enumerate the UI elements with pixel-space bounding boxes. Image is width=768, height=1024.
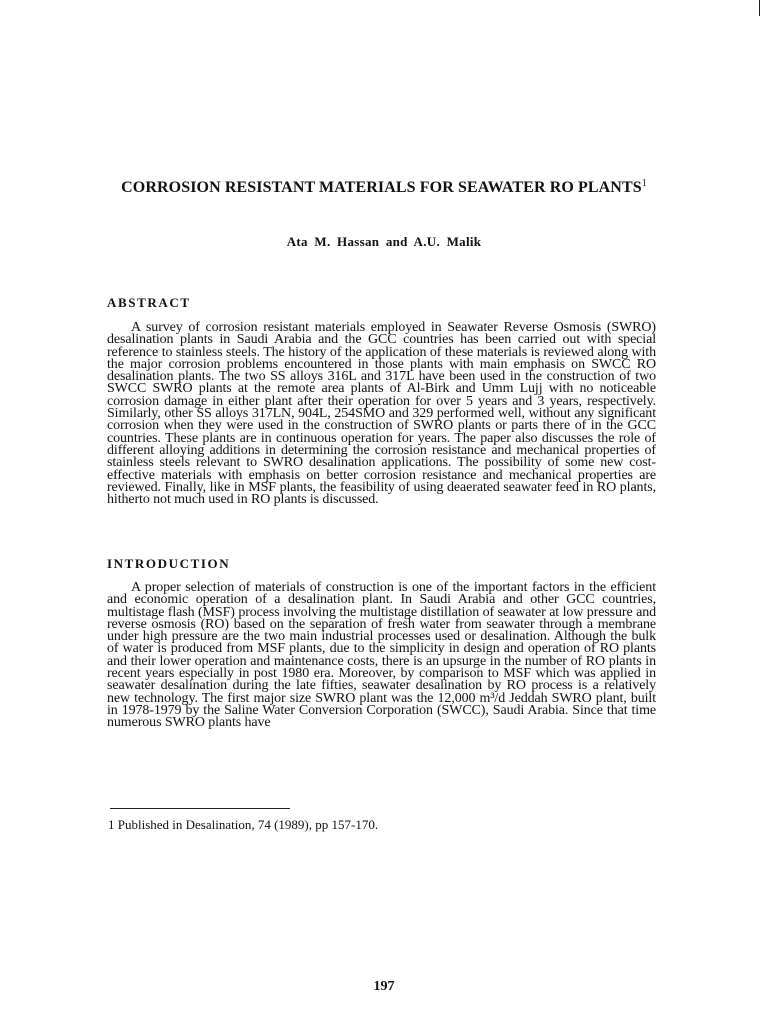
footnote: 1 Published in Desalination, 74 (1989), pp 157-170. xyxy=(108,817,379,832)
introduction-text: A proper selection of materials of construction is one of the important factors in the efficient and economic operation of a desalination plant. In Saudi Arabia and other GCC countries, multistage flash (MSF) process involving the multistage distillation of seawater at low pressure and reverse osmosis (RO) based on the separation of fresh water from seawater through a membrane under high pressure are the two main industrial processes used or desalination. Although the bulk of water is produced from MSF plants, due to the simplicity in design and operation of RO plants and their lower operation and maintenance costs, there is an upsurge in the number of RO plants in recent years especially in post 1980 era. Moreover, by comparison to MSF which was applied in seawater desalination during the late fifties, seawater desalination by RO process is a relatively new technology. The first major size SWRO plant was the 12,000 m³/d Jeddah SWRO plant, built in 1978-1979 by the Saline Water Conversion Corporation (SWCC), Saudi Arabia. Since that time numerous SWRO plants have xyxy=(107,580,656,731)
abstract-heading: ABSTRACT xyxy=(107,295,191,310)
footnote-divider xyxy=(110,808,290,809)
page-number: 197 xyxy=(373,979,395,994)
introduction-heading: INTRODUCTION xyxy=(107,556,231,571)
title-text: CORROSION RESISTANT MATERIALS FOR SEAWATER RO PLANTS xyxy=(121,179,642,196)
paper-title xyxy=(0,179,768,197)
title-footnote-mark: 1 xyxy=(641,178,647,189)
authors: Ata M. Hassan and A.U. Malik xyxy=(286,234,482,249)
abstract-text: A survey of corrosion resistant materials employed in Seawater Reverse Osmosis (SWRO) desalination plants in Saudi Arabia and the GCC countries has been carried out with special reference to stainless steels. The history of the application of these materials is reviewed along with the major corrosion problems encountered in those plants with main emphasis on SWCC RO desalination plants. The two SS alloys 316L and 317L have been used in the construction of two SWCC SWRO plants at the remote area plants of Al-Birk and Umm Lujj with no noticeable corrosion damage in either plant after their operation for over 5 years and 3 years, respectively. Similarly, other SS alloys 317LN, 904L, 254SMO and 329 performed well, without any significant corrosion when they were used in the construction of SWRO plants or parts there of in the GCC countries. These plants are in continuous operation for years. The paper also discusses the role of different alloying additions in determining the corrosion resistance and mechanical properties of stainless steels relevant to SWRO desalination applications. The possibility of some new cost-effective materials with emphasis on better corrosion resistance and mechanical properties are reviewed. Finally, like in MSF plants, the feasibility of using deaerated seawater feed in RO plants, hitherto not much used in RO plants is discussed. xyxy=(107,320,656,508)
page-edge-mark xyxy=(759,0,760,16)
